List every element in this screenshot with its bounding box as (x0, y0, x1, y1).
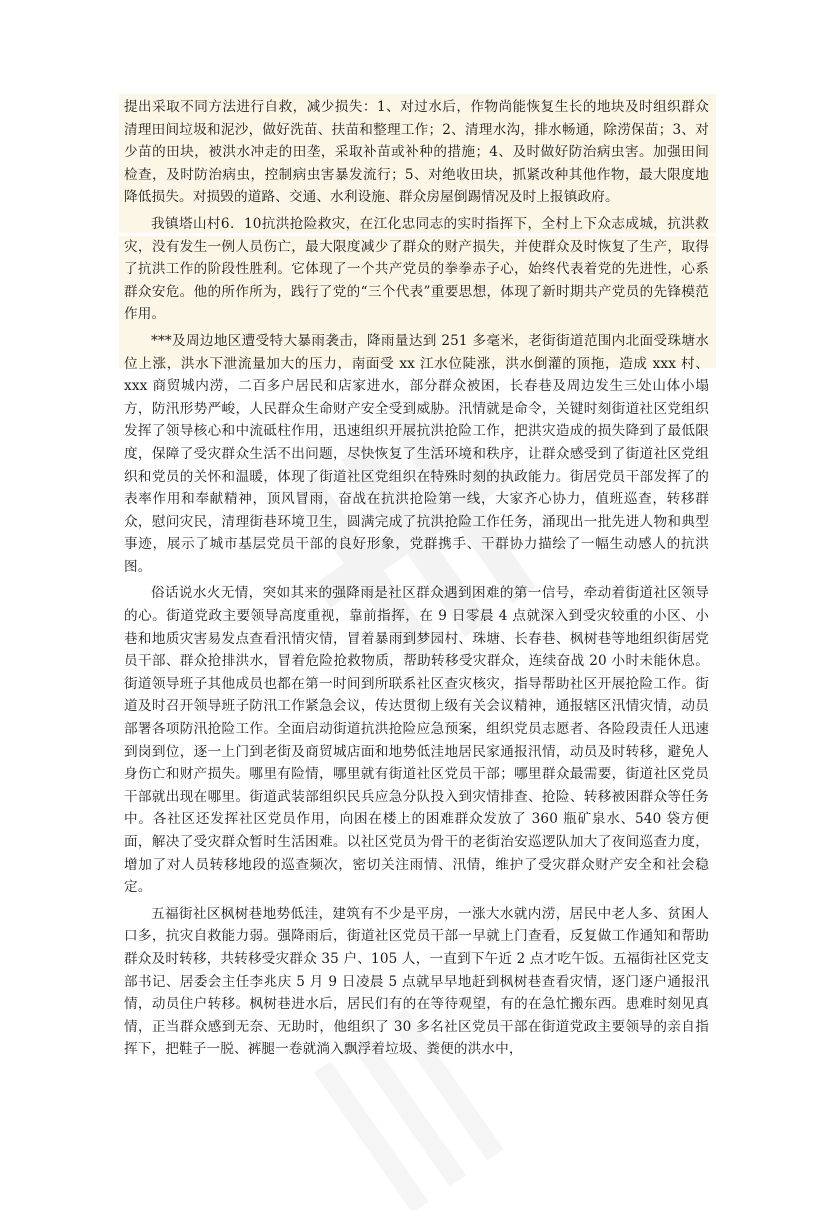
document-body (124, 96, 709, 1061)
paragraph: 提出采取不同方法进行自救，减少损失：1、对过水后，作物尚能恢复生长的地块及时组织群众清理田间垃圾和泥沙，做好洗苗、扶苗和整理工作；2、清理水沟，排水畅通，除涝保苗；3、对少苗的田块，被洪水冲走的田垄，采取补苗或补种的措施；4、及时做好防治病虫害。加强田间检查，及时防治病虫，控制病虫害暴发流行；5、对绝收田块，抓紧改种其他作物，最大限度地降低损失。对损毁的道路、交通、水利设施、群众房屋倒踢情况及时上报镇政府。 (124, 99, 709, 206)
paragraph: ***及周边地区遭受特大暴雨袭击，降雨量达到 251 多毫米，老街街道范围内北面受珠塘水位上涨，洪水下泄流量加大的压力，南面受 xx 江水位陡涨，洪水倒灌的顶拖，造成 xxx 村、xxx 商贸城内涝，二百多户居民和店家进水，部分群众被困，长春巷及周边发生三处山体小塌方，防汛形势严峻，人民群众生命财产安全受到威胁。汛情就是命令，关键时刻街道社区党组织发挥了领导核心和中流砥柱作用，迅速组织开展抗洪抢险工作，把洪灾造成的损失降到了最低限度，保障了受灾群众生活不出问题，尽快恢复了生活环境和秩序，让群众感受到了街道社区党组织和党员的关怀和温暖，体现了街道社区党组织在特殊时刻的执政能力。街居党员干部发挥了的表率作用和奉献精神，顶风冒雨，奋战在抗洪抢险第一线，大家齐心协力，值班巡查，转移群众，慰问灾民，清理街巷环境卫生，圆满完成了抗洪抢险工作任务，涌现出一批先进人物和典型事迹，展示了城市基层党员干部的良好形象，党群携手、干群协力描绘了一幅生动感人的抗洪图。 (124, 332, 709, 575)
paragraph: 我镇塔山村6．10抗洪抢险救灾，在江化忠同志的实时指挥下，全村上下众志成城，抗洪救灾，没有发生一例人员伤亡，最大限度减少了群众的财产损失，并使群众及时恢复了生产，取得了抗洪工作的阶段性胜利。它体现了一个共产党员的拳拳赤子心，始终代表着党的先进性，心系群众安危。他的所作所为，践行了党的“三个代表”重要思想，体现了新时期共产党员的先锋模范作用。 (124, 215, 709, 323)
paragraph: 五福街社区枫树巷地势低洼，建筑有不少是平房，一涨大水就内涝，居民中老人多、贫困人口多，抗灾自救能力弱。强降雨后，街道社区党员干部一早就上门查看，反复做工作通知和帮助群众及时转移，共转移受灾群众 35 户、105 人，一直到下午近 2 点才吃午饭。五福街社区党支部书记、居委会主任李兆庆 5 月 9 日凌晨 5 点就早早地赶到枫树巷查看灾情，逐门逐户通报汛情，动员住户转移。枫树巷进水后，居民们有的在等待观望，有的在急忙搬东西。患难时刻见真情，正当群众感到无奈、无助时，他组织了 30 多名社区党员干部在街道党政主要领导的亲自指挥下，把鞋子一脱、裤腿一卷就淌入飘浮着垃圾、粪便的洪水中， (124, 905, 709, 1058)
paragraph: 俗话说水火无情，突如其来的强降雨是社区群众遇到困难的第一信号，牵动着街道社区领导的心。街道党政主要领导高度重视，靠前指挥，在 9 日零晨 4 点就深入到受灾较重的小区、小巷和地质灾害易发点查看汛情灾情，冒着暴雨到梦园村、珠塘、长春巷、枫树巷等地组织街居党员干部、群众抢排洪水，冒着危险抢救物质，帮助转移受灾群众，连续奋战 20 小时未能休息。街道领导班子其他成员也都在第一时间到所联系社区查灾核灾，指导帮助社区开展抢险工作。街道及时召开领导班子防汛工作紧急会议，传达贯彻上级有关会议精神，通报辖区汛情灾情，动员部署各项防汛抢险工作。全面启动街道抗洪抢险应急预案，组织党员志愿者、各险段责任人迅速到岗到位，逐一上门到老街及商贸城店面和地势低洼地居民家通报汛情，动员及时转移，避免人身伤亡和财产损失。哪里有险情，哪里就有街道社区党员干部；哪里群众最需要，街道社区党员干部就出现在哪里。街道武装部组织民兵应急分队投入到灾情排查、抢险、转移被困群众等任务中。各社区还发挥社区党员作用，向困在楼上的困难群众发放了 360 瓶矿泉水、540 袋方便面，解决了受灾群众暂时生活困难。以社区党员为骨干的老街治安巡逻队加大了夜间巡查力度，增加了对人员转移地段的巡查频次，密切关注雨情、汛情，维护了受灾群众财产安全和社会稳定。 (124, 585, 709, 896)
